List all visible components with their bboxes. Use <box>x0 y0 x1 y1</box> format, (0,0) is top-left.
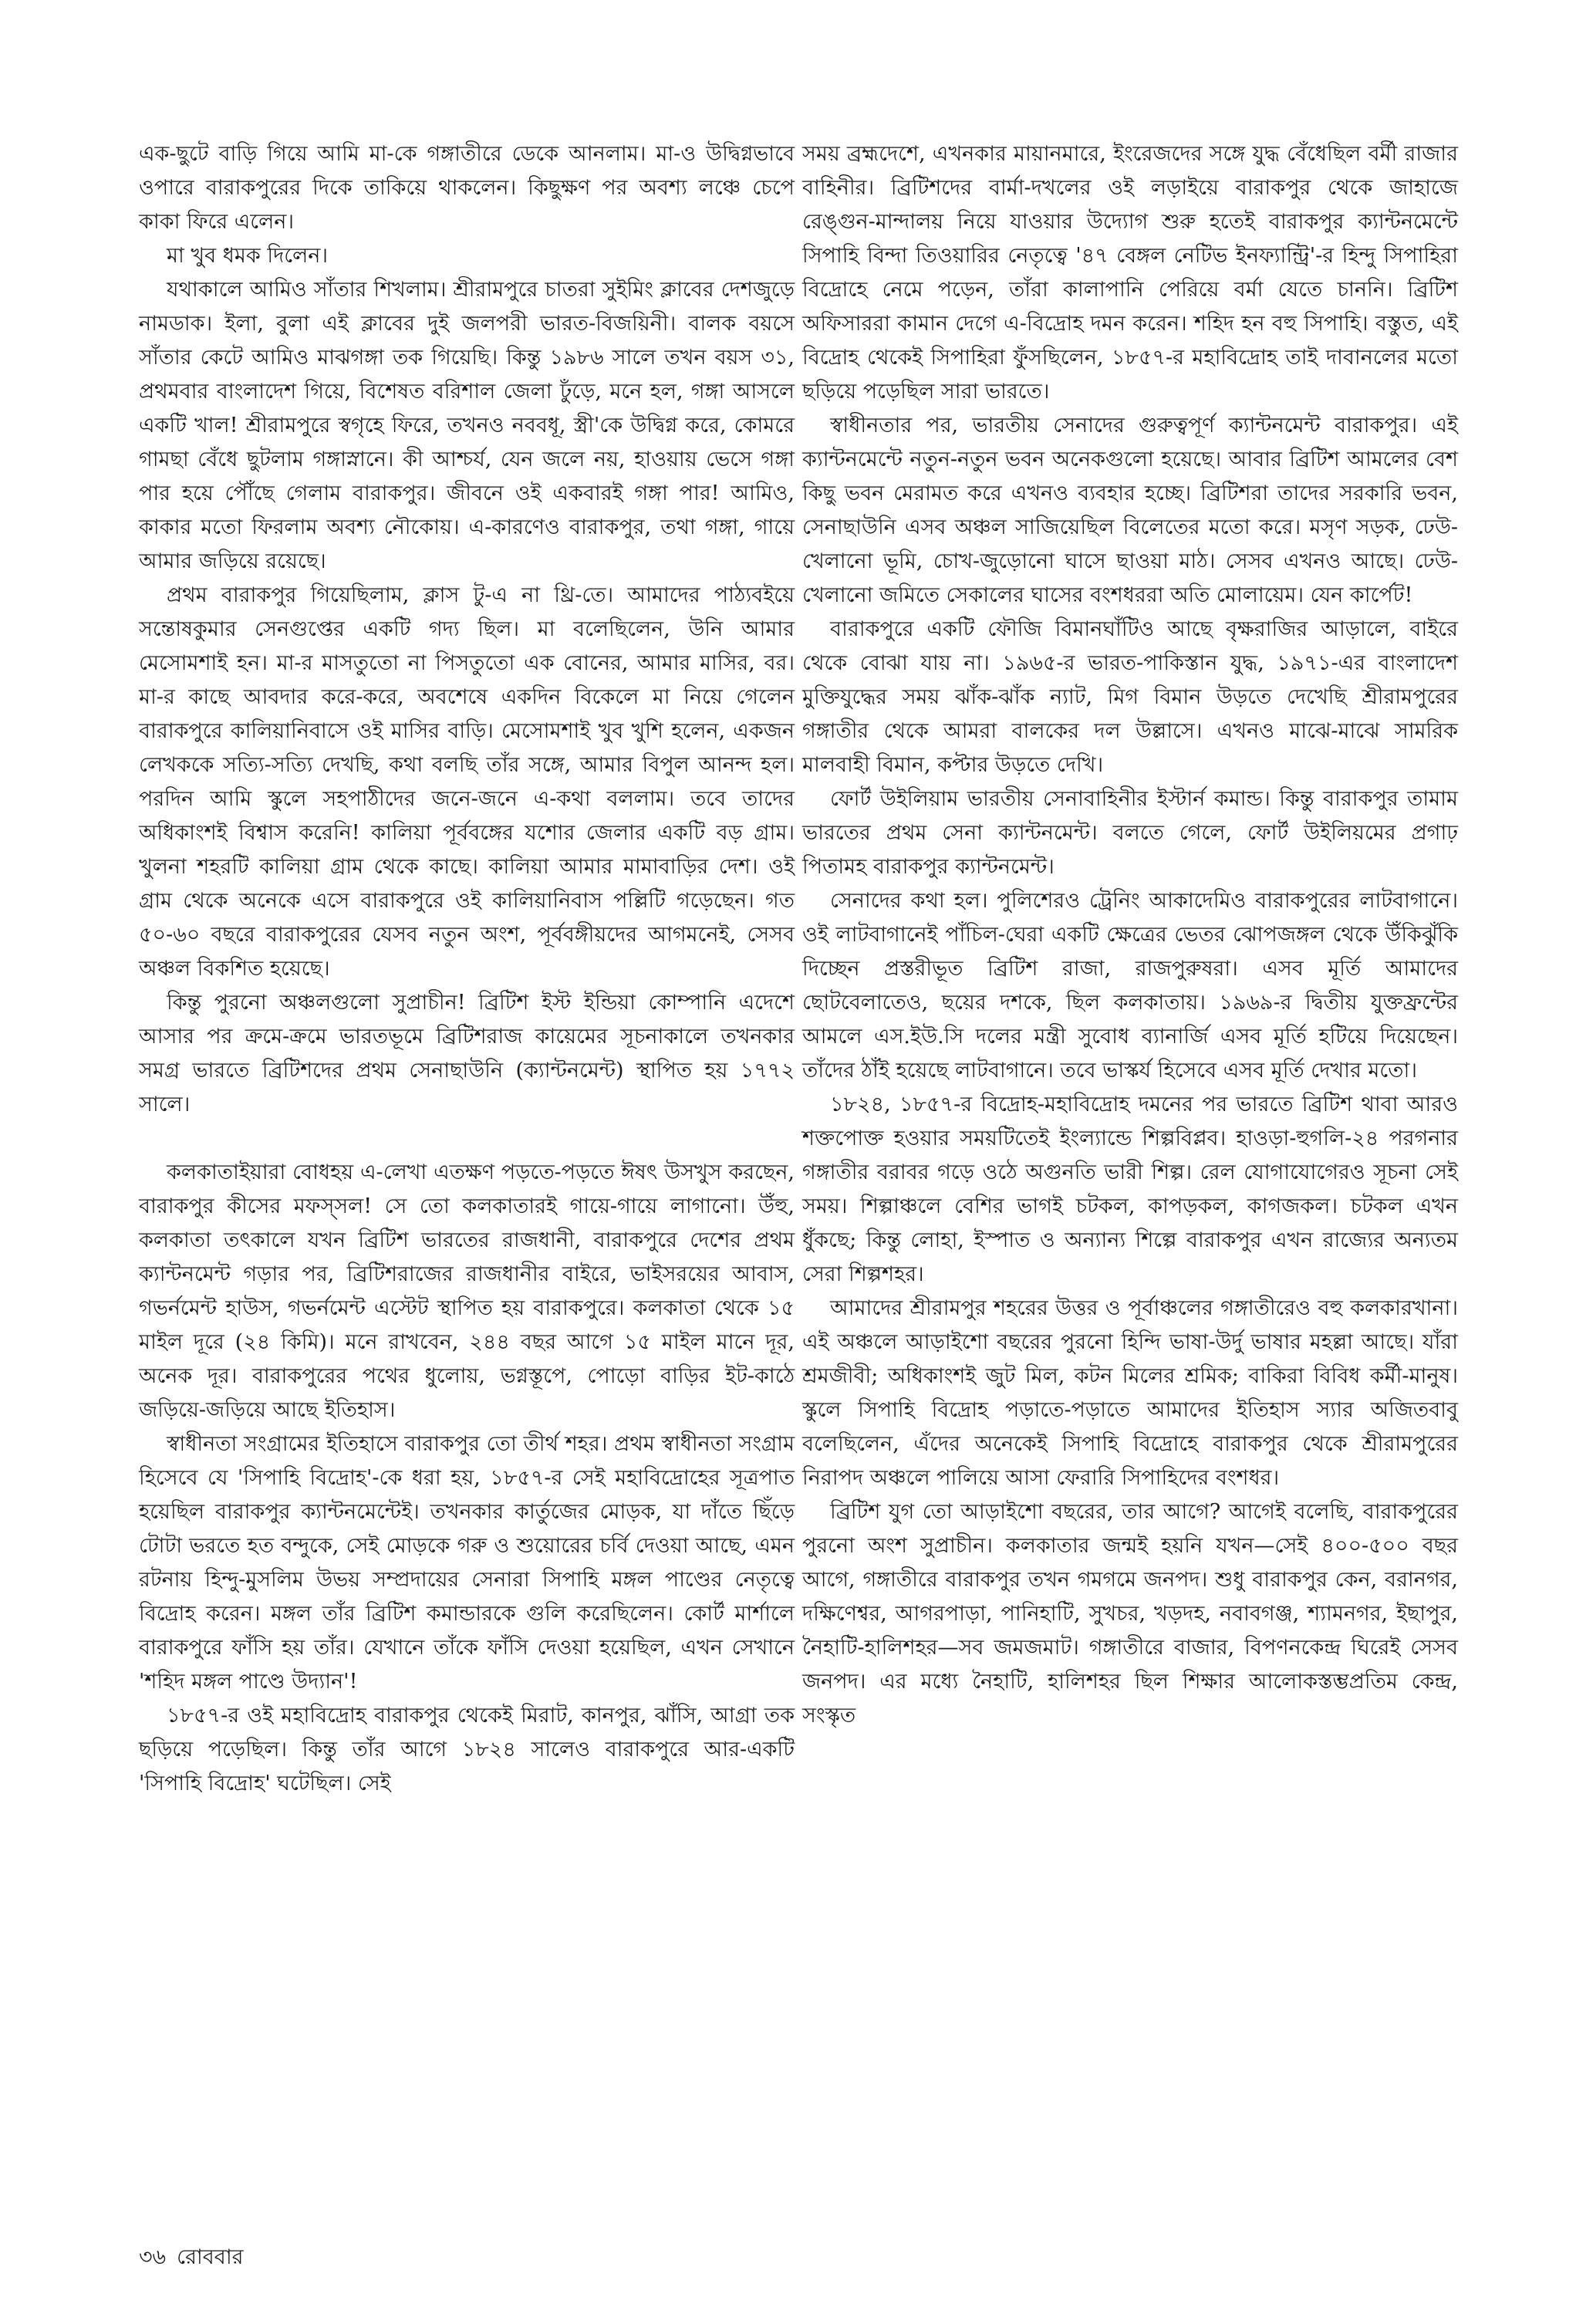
paragraph: সময় ব্রহ্মদেশে, এখনকার মায়ানমারে, ইংরেজদের সঙ্গে যুদ্ধ বেঁধেছিল বর্মী রাজার বাহিনীর। ব্রিটিশদের বার্মা-দখলের ওই লড়াইয়ে বারাকপুর থেকে জাহাজে রেঙ্গুন-মান্দালয় নিয়ে যাওয়ার উদ্যোগ শুরু হতেই বারাকপুর ক্যান্টনমেন্টে সিপাহি বিন্দা তিওয়ারির নেতৃত্বে '৪৭ বেঙ্গল নেটিভ ইনফ্যান্ট্রি'-র হিন্দু সিপাহিরা বিদ্রোহে নেমে পড়েন, তাঁরা কালাপানি পেরিয়ে বর্মা যেতে চাননি। ব্রিটিশ অফিসাররা কামান দেগে এ-বিদ্রোহ দমন করেন। শহিদ হন বহু সিপাহি। বস্তুত, এই বিদ্রোহ থেকেই সিপাহিরা ফুঁসছিলেন, ১৮৫৭-র মহাবিদ্রোহ তাই দাবানলের মতো ছড়িয়ে পড়েছিল সারা ভারতে। <box>802 142 1458 404</box>
paragraph: সেনাদের কথা হল। পুলিশেরও ট্রেনিং আকাদেমিও বারাকপুরের লাটবাগানে। ওই লাটবাগানেই পাঁচিল-ঘেরা একটি ক্ষেত্রের ভেতর ঝোপজঙ্গল থেকে উঁকিঝুঁকি দিচ্ছেন প্রস্তরীভূত ব্রিটিশ রাজা, রাজপুরুষরা। এসব মূর্তি আমাদের ছোটবেলাতেও, ছয়ের দশকে, ছিল কলকাতায়। ১৯৬৯-র দ্বিতীয় যুক্তফ্রন্টের আমলে এস.ইউ.সি দলের মন্ত্রী সুবোধ ব্যানার্জি এসব মূর্তি হটিয়ে দিয়েছেন। তাঁদের ঠাঁই হয়েছে লাটবাগানে। তবে ভাস্কর্য হিসেবে এসব মূর্তি দেখার মতো। <box>802 889 1458 1083</box>
paragraph: কিন্তু পুরনো অঞ্চলগুলো সুপ্রাচীন! ব্রিটিশ ইস্ট ইন্ডিয়া কোম্পানি এদেশে আসার পর ক্রমে-ক্রমে ভারতভূমে ব্রিটিশরাজ কায়েমের সূচনাকালে তখনকার সমগ্র ভারতে ব্রিটিশদের প্রথম সেনাছাউনি (ক্যান্টনমেন্ট) স্থাপিত হয় ১৭৭২ সালে। <box>139 991 795 1116</box>
left-column <box>139 137 795 1801</box>
paragraph: মা খুব ধমক দিলেন। <box>167 244 328 268</box>
paragraph: কলকাতাইয়ারা বোধহয় এ-লেখা এতক্ষণ পড়তে-পড়তে ঈষৎ উসখুস করছেন, বারাকপুর কীসের মফস্সল! সে তো কলকাতারই গায়ে-গায়ে লাগানো। উঁহু, কলকাতা তৎকালে যখন ব্রিটিশ ভারতের রাজধানী, বারাকপুরে দেশের প্রথম ক্যান্টনমেন্ট গড়ার পর, ব্রিটিশরাজের রাজধানীর বাইরে, ভাইসরয়ের আবাস, গভর্নমেন্ট হাউস, গভর্নমেন্ট এস্টেট স্থাপিত হয় বারাকপুরে। কলকাতা থেকে ১৫ মাইল দূরে (২৪ কিমি)। মনে রাখবেন, ২৪৪ বছর আগে ১৫ মাইল মানে দূর, অনেক দূর। বারাকপুরের পথের ধুলোয়, ভগ্নস্তূপে, পোড়ো বাড়ির ইট-কাঠে জড়িয়ে-জড়িয়ে আছে ইতিহাস। <box>139 1160 795 1422</box>
right-column <box>802 137 1458 1733</box>
paragraph: আমাদের শ্রীরামপুর শহরের উত্তর ও পূর্বাঞ্চলের গঙ্গাতীরেও বহু কলকারখানা। এই অঞ্চলে আড়াইশো বছরের পুরনো হিন্দি ভাষা-উর্দু ভাষার মহল্লা আছে। যাঁরা শ্রমজীবী; অধিকাংশই জুট মিল, কটন মিলের শ্রমিক; বাকিরা বিবিধ কর্মী-মানুষ। স্কুলে সিপাহি বিদ্রোহ পড়াতে-পড়াতে আমাদের ইতিহাস স্যার অজিতবাবু বলেছিলেন, এঁদের অনেকেই সিপাহি বিদ্রোহে বারাকপুর থেকে শ্রীরামপুরের নিরাপদ অঞ্চলে পালিয়ে আসা ফেরারি সিপাহিদের বংশধর। <box>802 1296 1458 1490</box>
publication-name: রোববার <box>177 2245 244 2269</box>
paragraph: প্রথম বারাকপুর গিয়েছিলাম, ক্লাস টু-এ না থ্রি-তে। আমাদের পাঠ্যবইয়ে সন্তোষকুমার সেনগুপ্তের একটি গদ্য ছিল। মা বলেছিলেন, উনি আমার মেসোমশাই হন। মা-র মাসতুতো না পিসতুতো এক বোনের, আমার মাসির, বর। মা-র কাছে আবদার করে-করে, অবশেষে একদিন বিকেলে মা নিয়ে গেলেন বারাকপুরে কালিয়ানিবাসে ওই মাসির বাড়ি। মেসোমশাই খুব খুশি হলেন, একজন লেখককে সত্যি-সত্যি দেখছি, কথা বলছি তাঁর সঙ্গে, আমার বিপুল আনন্দ হল। পরদিন আমি স্কুলে সহপাঠীদের জনে-জনে এ-কথা বললাম। তবে তাদের অধিকাংশই বিশ্বাস করেনি! কালিয়া পূর্ববঙ্গের যশোর জেলার একটি বড় গ্রাম। খুলনা শহরটি কালিয়া গ্রাম থেকে কাছে। কালিয়া আমার মামাবাড়ির দেশ। ওই গ্রাম থেকে অনেকে এসে বারাকপুরে ওই কালিয়ানিবাস পল্লিটি গড়েছেন। গত ৫০-৬০ বছরে বারাকপুরের যেসব নতুন অংশ, পূর্ববঙ্গীয়দের আগমনেই, সেসব অঞ্চল বিকশিত হয়েছে। <box>139 583 795 981</box>
paragraph: ব্রিটিশ যুগ তো আড়াইশো বছরের, তার আগে? আগেই বলেছি, বারাকপুরের পুরনো অংশ সুপ্রাচীন। কলকাতার জন্মই হয়নি যখন—সেই ৪০০-৫০০ বছর আগে, গঙ্গাতীরে বারাকপুর তখন গমগমে জনপদ। শুধু বারাকপুর কেন, বরানগর, দক্ষিণেশ্বর, আগরপাড়া, পানিহাটি, সুখচর, খড়দহ, নবাবগঞ্জ, শ্যামনগর, ইছাপুর, নৈহাটি-হালিশহর—সব জমজমাট। গঙ্গাতীরে বাজার, বিপণনকেন্দ্র ঘিরেই সেসব জনপদ। এর মধ্যে নৈহাটি, হালিশহর ছিল শিক্ষার আলোকস্তম্ভপ্রতিম কেন্দ্র, সংস্কৃত <box>802 1500 1458 1728</box>
paragraph: স্বাধীনতা সংগ্রামের ইতিহাসে বারাকপুর তো তীর্থ শহর। প্রথম স্বাধীনতা সংগ্রাম হিসেবে যে 'সিপাহি বিদ্রোহ'-কে ধরা হয়, ১৮৫৭-র সেই মহাবিদ্রোহের সূত্রপাত হয়েছিল বারাকপুর ক্যান্টনমেন্টেই। তখনকার কার্তুজের মোড়ক, যা দাঁতে ছিঁড়ে টোটা ভরতে হত বন্দুকে, সেই মোড়কে গরু ও শুয়োরের চর্বি দেওয়া আছে, এমন রটনায় হিন্দু-মুসলিম উভয় সম্প্রদায়ের সেনারা সিপাহি মঙ্গল পাণ্ডের নেতৃত্বে বিদ্রোহ করেন। মঙ্গল তাঁর ব্রিটিশ কমান্ডারকে গুলি করেছিলেন। কোর্ট মার্শালে বারাকপুরে ফাঁসি হয় তাঁর। যেখানে তাঁকে ফাঁসি দেওয়া হয়েছিল, এখন সেখানে 'শহিদ মঙ্গল পাণ্ডে উদ্যান'! <box>139 1432 795 1694</box>
paragraph: বারাকপুরে একটি ফৌজি বিমানঘাঁটিও আছে বৃক্ষরাজির আড়ালে, বাইরে থেকে বোঝা যায় না। ১৯৬৫-র ভারত-পাকিস্তান যুদ্ধ, ১৯৭১-এর বাংলাদেশ মুক্তিযুদ্ধের সময় ঝাঁক-ঝাঁক ন্যাট, মিগ বিমান উড়তে দেখেছি শ্রীরামপুরের গঙ্গাতীর থেকে আমরা বালকের দল উল্লাসে। এখনও মাঝে-মাঝে সামরিক মালবাহী বিমান, কপ্টার উড়তে দেখি। <box>802 617 1458 777</box>
paragraph: ফোর্ট উইলিয়াম ভারতীয় সেনাবাহিনীর ইস্টার্ন কমান্ড। কিন্তু বারাকপুর তামাম ভারতের প্রথম সেনা ক্যান্টনমেন্ট। বলতে গেলে, ফোর্ট উইলিয়মের প্রগাঢ় পিতামহ বারাকপুর ক্যান্টনমেন্ট। <box>802 787 1458 879</box>
page-footer <box>139 2241 244 2275</box>
paragraph: যথাকালে আমিও সাঁতার শিখলাম। শ্রীরামপুরে চাতরা সুইমিং ক্লাবের দেশজুড়ে নামডাক। ইলা, বুলা এই ক্লাবের দুই জলপরী ভারত-বিজয়িনী। বালক বয়সে সাঁতার কেটে আমিও মাঝগঙ্গা তক গিয়েছি। কিন্তু ১৯৮৬ সালে তখন বয়স ৩১, প্রথমবার বাংলাদেশ গিয়ে, বিশেষত বরিশাল জেলা ঢুঁড়ে, মনে হল, গঙ্গা আসলে একটি খাল! শ্রীরামপুরে স্বগৃহে ফিরে, তখনও নববধূ, স্ত্রী'কে উদ্বিগ্ন করে, কোমরে গামছা বেঁধে ছুটলাম গঙ্গাস্নানে। কী আশ্চর্য, যেন জলে নয়, হাওয়ায় ভেসে গঙ্গা পার হয়ে পৌঁছে গেলাম বারাকপুর। জীবনে ওই একবারই গঙ্গা পার! আমিও, কাকার মতো ফিরলাম অবশ্য নৌকোয়। এ-কারণেও বারাকপুর, তথা গঙ্গা, গায়ে আমার জড়িয়ে রয়েছে। <box>139 278 795 573</box>
paragraph: এক-ছুটে বাড়ি গিয়ে আমি মা-কে গঙ্গাতীরে ডেকে আনলাম। মা-ও উদ্বিগ্নভাবে ওপারে বারাকপুরের দিকে তাকিয়ে থাকলেন। কিছুক্ষণ পর অবশ্য লঞ্চে চেপে কাকা ফিরে এলেন। <box>139 142 795 234</box>
paragraph: স্বাধীনতার পর, ভারতীয় সেনাদের গুরুত্বপূর্ণ ক্যান্টনমেন্ট বারাকপুর। এই ক্যান্টনমেন্টে নতুন-নতুন ভবন অনেকগুলো হয়েছে। আবার ব্রিটিশ আমলের বেশ কিছু ভবন মেরামত করে এখনও ব্যবহার হচ্ছে। ব্রিটিশরা তাদের সরকারি ভবন, সেনাছাউনি এসব অঞ্চল সাজিয়েছিল বিলেতের মতো করে। মসৃণ সড়ক, ঢেউ-খেলানো ভূমি, চোখ-জুড়োনো ঘাসে ছাওয়া মাঠ। সেসব এখনও আছে। ঢেউ-খেলানো জমিতে সেকালের ঘাসের বংশধররা অতি মোলায়েম। যেন কার্পেট! <box>802 414 1458 607</box>
page-number: ৩৬ <box>139 2245 167 2269</box>
paragraph: ১৮৫৭-র ওই মহাবিদ্রোহ বারাকপুর থেকেই মিরাট, কানপুর, ঝাঁসি, আগ্রা তক ছড়িয়ে পড়েছিল। কিন্তু তাঁর আগে ১৮২৪ সালেও বারাকপুরে আর-একটি 'সিপাহি বিদ্রোহ' ঘটেছিল। সেই <box>139 1704 795 1795</box>
paragraph: ১৮২৪, ১৮৫৭-র বিদ্রোহ-মহাবিদ্রোহ দমনের পর ভারতে ব্রিটিশ থাবা আরও শক্তপোক্ত হওয়ার সময়টিতেই ইংল্যান্ডে শিল্পবিপ্লব। হাওড়া-হুগলি-২৪ পরগনার গঙ্গাতীর বরাবর গড়ে ওঠে অগুনতি ভারী শিল্প। রেল যোগাযোগেরও সূচনা সেই সময়। শিল্পাঞ্চলে বেশির ভাগই চটকল, কাপড়কল, কাগজকল। চটকল এখন ধুঁকছে; কিন্তু লোহা, ইস্পাত ও অন্যান্য শিল্পে বারাকপুর এখন রাজ্যের অন্যতম সেরা শিল্পশহর। <box>802 1093 1458 1286</box>
